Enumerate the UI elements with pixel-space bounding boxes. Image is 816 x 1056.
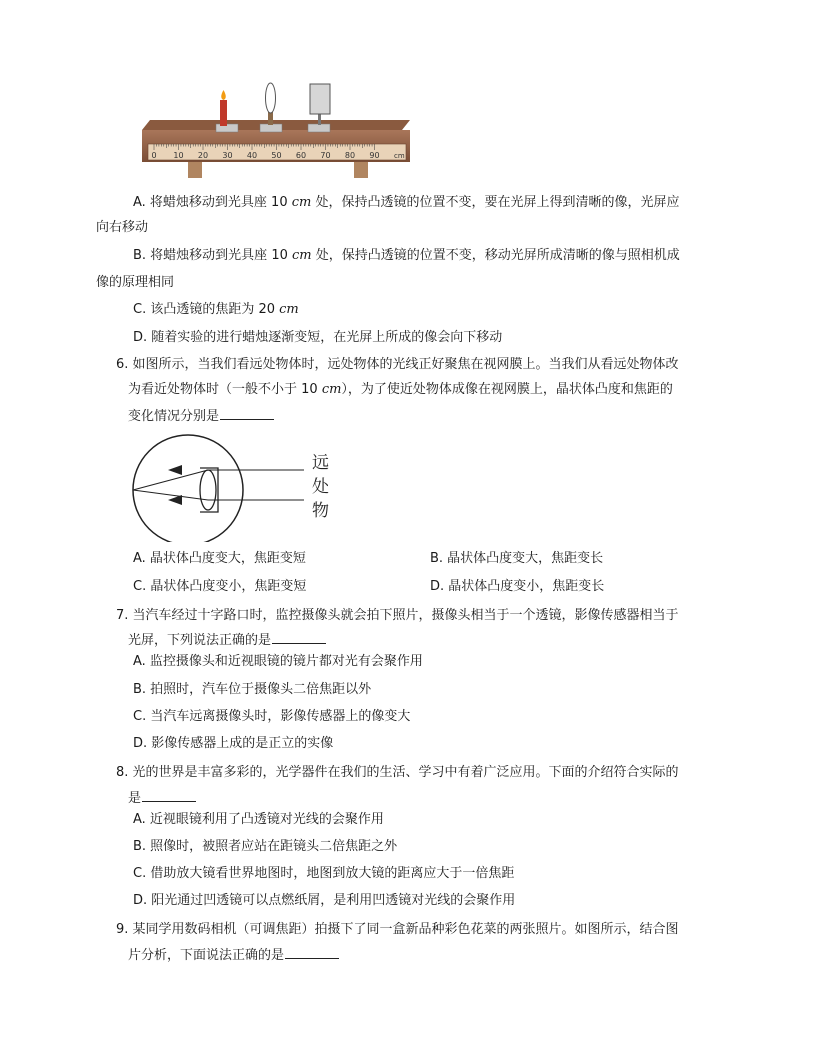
ruler-tick-label: 10 (173, 151, 184, 160)
arrow-top-icon (168, 465, 182, 475)
q5-option-a-cont: 向右移动 (96, 220, 149, 235)
q9-stem-line2 (128, 946, 339, 964)
q5-option-b-text-end: 处，保持凸透镜的位置不变，移动光屏所成清晰的像与照相机成 (311, 248, 680, 263)
unit-cm: cm (321, 382, 342, 397)
q6-option-b: B. 晶状体凸度变大，焦距变长 (430, 551, 604, 566)
ruler-tick-label: 50 (271, 151, 282, 160)
q7-option-b: B. 拍照时，汽车位于摄像头二倍焦距以外 (133, 682, 372, 697)
ruler-tick-label: 20 (197, 151, 209, 160)
unit-cm: cm (279, 302, 299, 317)
label-yuan: 远 (312, 453, 329, 473)
ruler-tick-label: 40 (246, 151, 258, 160)
q6-option-a: A. 晶状体凸度变大，焦距变短 (133, 551, 306, 566)
q7-option-a: A. 监控摄像头和近视眼镜的镜片都对光有会聚作用 (133, 654, 423, 669)
q8-option-b: B. 照像时，被照者应站在距镜头二倍焦距之外 (133, 839, 398, 854)
flame-icon (221, 90, 226, 100)
q7-stem-text: 光屏，下列说法正确的是 (128, 633, 272, 648)
q8-stem-line2 (128, 789, 196, 807)
q5-option-b-cont: 像的原理相同 (96, 275, 175, 290)
q7-option-d: D. 影像传感器上成的是正立的实像 (133, 736, 334, 751)
lens-holder (260, 124, 282, 132)
q5-option-d: D. 随着实验的进行蜡烛逐渐变短，在光屏上所成的像会向下移动 (133, 330, 503, 345)
q6-stem-text: 变化情况分别是 (128, 409, 220, 424)
ruler-unit: cm (394, 152, 405, 160)
q6-stem-text: 为看近处物体时（一般不小于 10 (128, 382, 322, 397)
q9-stem-line1: 9. 某同学用数码相机（可调焦距）拍摄下了同一盒新品种彩色花菜的两张照片。如图所示，结合图 (116, 922, 679, 937)
unit-cm: cm (292, 248, 312, 263)
ruler-tick-label: 60 (295, 151, 307, 160)
q7-option-c: C. 当汽车远离摄像头时，影像传感器上的像变大 (133, 709, 411, 724)
q7-stem-line2 (128, 631, 326, 649)
q6-stem-text-end: ），为了使近处物体成像在视网膜上，晶状体凸度和焦距的 (341, 382, 673, 397)
q8-option-a: A. 近视眼镜利用了凸透镜对光线的会聚作用 (133, 812, 384, 827)
q5-option-a-text-end: 处，保持凸透镜的位置不变，要在光屏上得到清晰的像，光屏应 (311, 195, 680, 210)
bench-foot-right (354, 162, 368, 178)
ruler-tick-label: 30 (222, 151, 233, 160)
bench-foot-left (188, 162, 202, 178)
q6-stem-line1: 6. 如图所示，当我们看远处物体时，远处物体的光线正好聚焦在视网膜上。当我们从看远处物体改 (116, 357, 679, 372)
ruler-tick-label: 0 (151, 151, 157, 160)
answer-blank (142, 789, 196, 802)
ray-bottom-inside (133, 490, 208, 500)
q6-option-c: C. 晶状体凸度变小，焦距变短 (133, 579, 307, 594)
screen-holder (308, 124, 330, 132)
ruler-tick-label: 90 (369, 151, 380, 160)
q5-option-b (133, 248, 680, 264)
ruler-tick-label: 80 (344, 151, 356, 160)
ray-top-inside (133, 470, 208, 490)
answer-blank (272, 631, 326, 644)
q7-stem-line1: 7. 当汽车经过十字路口时，监控摄像头就会拍下照片，摄像头相当于一个透镜，影像传感器相当于 (116, 608, 679, 623)
candle-icon (220, 100, 227, 126)
label-chu: 处 (312, 477, 329, 497)
arrow-bottom-icon (168, 495, 182, 505)
crystalline-lens-icon (200, 470, 216, 510)
q8-option-d: D. 阳光通过凹透镜可以点燃纸屑，是利用凹透镜对光线的会聚作用 (133, 893, 516, 908)
q8-stem-text: 是 (128, 791, 142, 806)
label-wu: 物 (312, 501, 329, 521)
optical-bench-figure (132, 82, 412, 182)
answer-blank (220, 407, 274, 420)
q5-option-c (133, 302, 299, 318)
q6-stem-line3 (128, 407, 274, 425)
light-screen-icon (310, 84, 330, 114)
answer-blank (285, 946, 339, 959)
q9-stem-text: 片分析，下面说法正确的是 (128, 948, 285, 963)
q6-stem-line2 (128, 382, 673, 398)
q6-option-d: D. 晶状体凸度变小，焦距变长 (430, 579, 605, 594)
q5-option-b-text: B. 将蜡烛移动到光具座 10 (133, 248, 292, 263)
eyeball-icon (133, 435, 243, 542)
q5-option-a-text: A. 将蜡烛移动到光具座 10 (133, 195, 292, 210)
q8-stem-line1: 8. 光的世界是丰富多彩的，光学器件在我们的生活、学习中有着广泛应用。下面的介绍符合实际的 (116, 765, 679, 780)
q8-option-c: C. 借助放大镜看世界地图时，地图到放大镜的距离应大于一倍焦距 (133, 866, 515, 881)
unit-cm: cm (291, 195, 312, 210)
convex-lens-icon (266, 83, 276, 113)
q5-option-a (133, 195, 680, 211)
eye-diagram-figure (128, 430, 348, 542)
ruler-tick-label: 70 (320, 151, 331, 160)
lens-post (268, 112, 273, 125)
q5-option-c-text: C. 该凸透镜的焦距为 20 (133, 302, 280, 317)
